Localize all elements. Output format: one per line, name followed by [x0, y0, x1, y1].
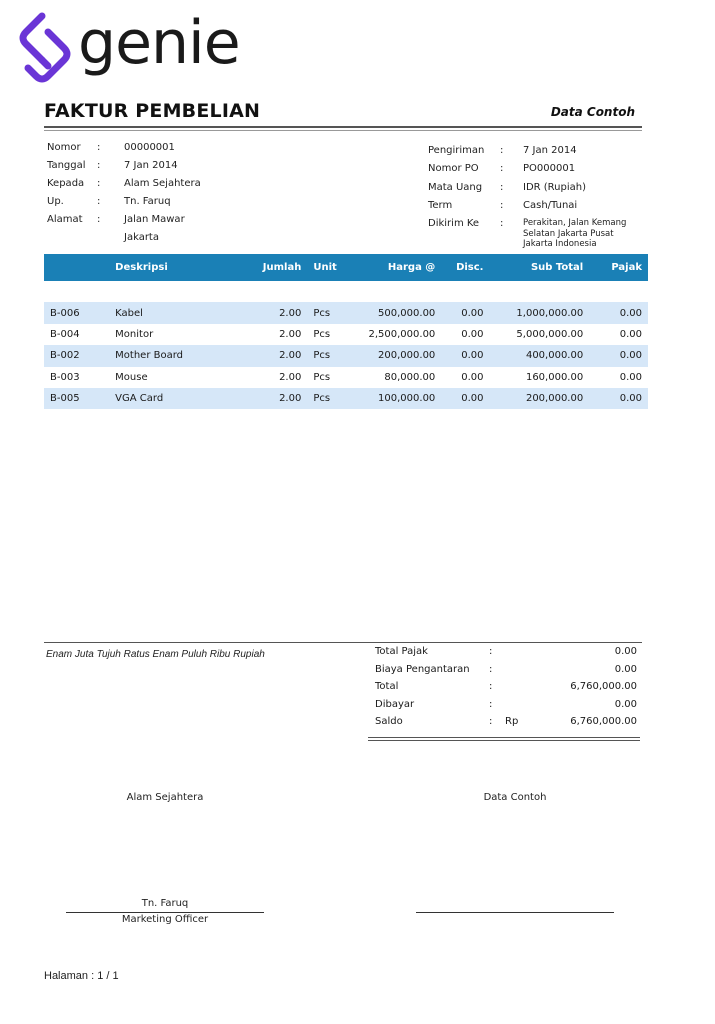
summary-row-saldo	[375, 716, 639, 734]
header-disc: Disc.	[456, 262, 484, 273]
genie-logo	[18, 8, 240, 88]
cell-disc: 0.00	[461, 393, 484, 405]
summary-label: Saldo	[375, 716, 403, 728]
cell-desc: Kabel	[115, 307, 143, 319]
info-label: Kepada	[47, 178, 85, 189]
summary-label: Dibayar	[375, 698, 415, 710]
cell-unit: Pcs	[313, 393, 331, 405]
signature-left-company: Alam Sejahtera	[126, 792, 204, 803]
info-value: 00000001	[124, 142, 175, 153]
info-colon: :	[97, 142, 101, 153]
info-value: 7 Jan 2014	[124, 160, 178, 171]
title-divider	[44, 126, 642, 128]
right-info-block	[428, 145, 648, 253]
cell-price: 100,000.00	[378, 393, 436, 405]
table-row	[44, 345, 648, 366]
info-colon: :	[97, 178, 101, 189]
summary-bottom-rule-double	[368, 740, 640, 741]
cell-subtotal: 160,000.00	[525, 371, 584, 383]
summary-label: Biaya Pengantaran	[375, 663, 470, 675]
table-row	[44, 302, 648, 323]
summary-block	[375, 646, 639, 734]
info-value: Tn. Faruq	[124, 196, 171, 207]
header-unit: Unit	[313, 262, 337, 273]
info-colon: :	[500, 182, 504, 193]
cell-tax: 0.00	[619, 328, 642, 340]
info-label: Dikirim Ke	[428, 218, 480, 229]
cell-subtotal: 400,000.00	[525, 350, 584, 362]
info-colon: :	[500, 218, 504, 229]
cell-price: 500,000.00	[378, 307, 436, 319]
cell-code: B-006	[50, 307, 80, 319]
cell-price: 2,500,000.00	[368, 328, 436, 340]
summary-bottom-rule	[368, 737, 640, 738]
cell-qty: 2.00	[279, 307, 302, 319]
cell-code: B-002	[50, 350, 80, 362]
summary-colon: :	[489, 698, 493, 710]
cell-unit: Pcs	[313, 350, 331, 362]
info-colon: :	[500, 163, 504, 174]
info-value: 7 Jan 2014	[523, 145, 577, 156]
info-label: Term	[428, 200, 453, 211]
table-row	[44, 367, 648, 388]
info-label: Mata Uang	[428, 182, 483, 193]
header-subtotal: Sub Total	[530, 262, 584, 273]
summary-divider	[44, 642, 642, 643]
summary-colon: :	[489, 716, 493, 728]
summary-colon: :	[489, 681, 493, 693]
info-label: Nomor	[47, 142, 81, 153]
cell-price: 200,000.00	[378, 350, 436, 362]
cell-tax: 0.00	[619, 393, 642, 405]
page-number: Halaman : 1 / 1	[44, 970, 119, 982]
cell-unit: Pcs	[313, 328, 331, 340]
summary-value: 0.00	[614, 646, 637, 657]
cell-price: 80,000.00	[384, 371, 436, 383]
table-row	[44, 388, 648, 409]
signature-left-role: Marketing Officer	[121, 914, 209, 925]
summary-row-total-pajak	[375, 646, 639, 664]
cell-disc: 0.00	[461, 371, 484, 383]
cell-qty: 2.00	[279, 393, 302, 405]
cell-qty: 2.00	[279, 328, 302, 340]
summary-value: 6,760,000.00	[570, 681, 637, 693]
cell-tax: 0.00	[619, 350, 642, 362]
info-label: Tanggal	[47, 160, 86, 171]
info-label: Nomor PO	[428, 163, 479, 174]
cell-disc: 0.00	[461, 328, 484, 340]
title-divider-thin	[44, 130, 642, 131]
header-harga: Harga @	[387, 262, 436, 273]
summary-colon: :	[489, 663, 493, 675]
info-value: PO000001	[523, 163, 576, 174]
info-value: Selatan Jakarta Pusat	[523, 229, 614, 239]
summary-currency: Rp	[505, 716, 519, 728]
info-value: Jakarta	[124, 232, 159, 243]
cell-desc: Mother Board	[115, 350, 184, 362]
info-value: Cash/Tunai	[523, 200, 578, 211]
amount-in-words: Enam Juta Tujuh Ratus Enam Puluh Ribu Rupiah	[46, 649, 265, 660]
info-value: IDR (Rupiah)	[523, 182, 587, 193]
info-colon: :	[97, 160, 101, 171]
summary-label: Total Pajak	[375, 646, 428, 657]
header-jumlah: Jumlah	[262, 262, 302, 273]
info-value: Jalan Mawar	[124, 214, 185, 225]
cell-code: B-005	[50, 393, 80, 405]
table-spacer	[44, 281, 648, 302]
cell-code: B-004	[50, 328, 80, 340]
info-colon: :	[500, 145, 504, 156]
document-title: FAKTUR PEMBELIAN	[44, 100, 261, 122]
header-pajak: Pajak	[611, 262, 642, 273]
summary-colon: :	[489, 646, 493, 657]
info-label: Alamat	[47, 214, 83, 225]
info-value: Alam Sejahtera	[124, 178, 201, 189]
cell-desc: VGA Card	[115, 393, 164, 405]
left-info-block	[47, 142, 347, 252]
header-deskripsi: Deskripsi	[115, 262, 168, 273]
summary-value: 0.00	[614, 663, 637, 675]
document-subtitle: Data Contoh	[550, 105, 635, 119]
info-colon: :	[97, 196, 101, 207]
cell-desc: Mouse	[115, 371, 148, 383]
summary-row-total	[375, 681, 639, 699]
summary-value: 0.00	[614, 698, 637, 710]
cell-disc: 0.00	[461, 307, 484, 319]
signature-left-line	[66, 912, 264, 913]
cell-tax: 0.00	[619, 307, 642, 319]
cell-unit: Pcs	[313, 307, 331, 319]
table-row	[44, 324, 648, 345]
cell-desc: Monitor	[115, 328, 154, 340]
summary-value: 6,760,000.00	[570, 716, 637, 728]
cell-subtotal: 5,000,000.00	[516, 328, 584, 340]
info-value: Jakarta Indonesia	[523, 239, 597, 249]
cell-tax: 0.00	[619, 371, 642, 383]
signature-right-line	[416, 912, 614, 913]
summary-label: Total	[375, 681, 399, 693]
genie-logo-icon	[18, 10, 74, 86]
info-label: Up.	[47, 196, 64, 207]
header-code	[44, 254, 109, 281]
info-label: Pengiriman	[428, 145, 485, 156]
info-colon: :	[500, 200, 504, 211]
cell-code: B-003	[50, 371, 80, 383]
summary-row-dibayar	[375, 699, 639, 717]
summary-row-biaya	[375, 664, 639, 682]
signature-right-company: Data Contoh	[483, 792, 547, 803]
cell-qty: 2.00	[279, 350, 302, 362]
info-value: Perakitan, Jalan Kemang	[523, 218, 627, 228]
table-header-row	[44, 254, 648, 281]
cell-subtotal: 1,000,000.00	[516, 307, 584, 319]
cell-subtotal: 200,000.00	[525, 393, 584, 405]
items-table	[44, 254, 648, 409]
info-colon: :	[97, 214, 101, 225]
cell-disc: 0.00	[461, 350, 484, 362]
brand-name: genie	[78, 8, 240, 78]
cell-unit: Pcs	[313, 371, 331, 383]
cell-qty: 2.00	[279, 371, 302, 383]
signature-left-name: Tn. Faruq	[141, 898, 189, 909]
